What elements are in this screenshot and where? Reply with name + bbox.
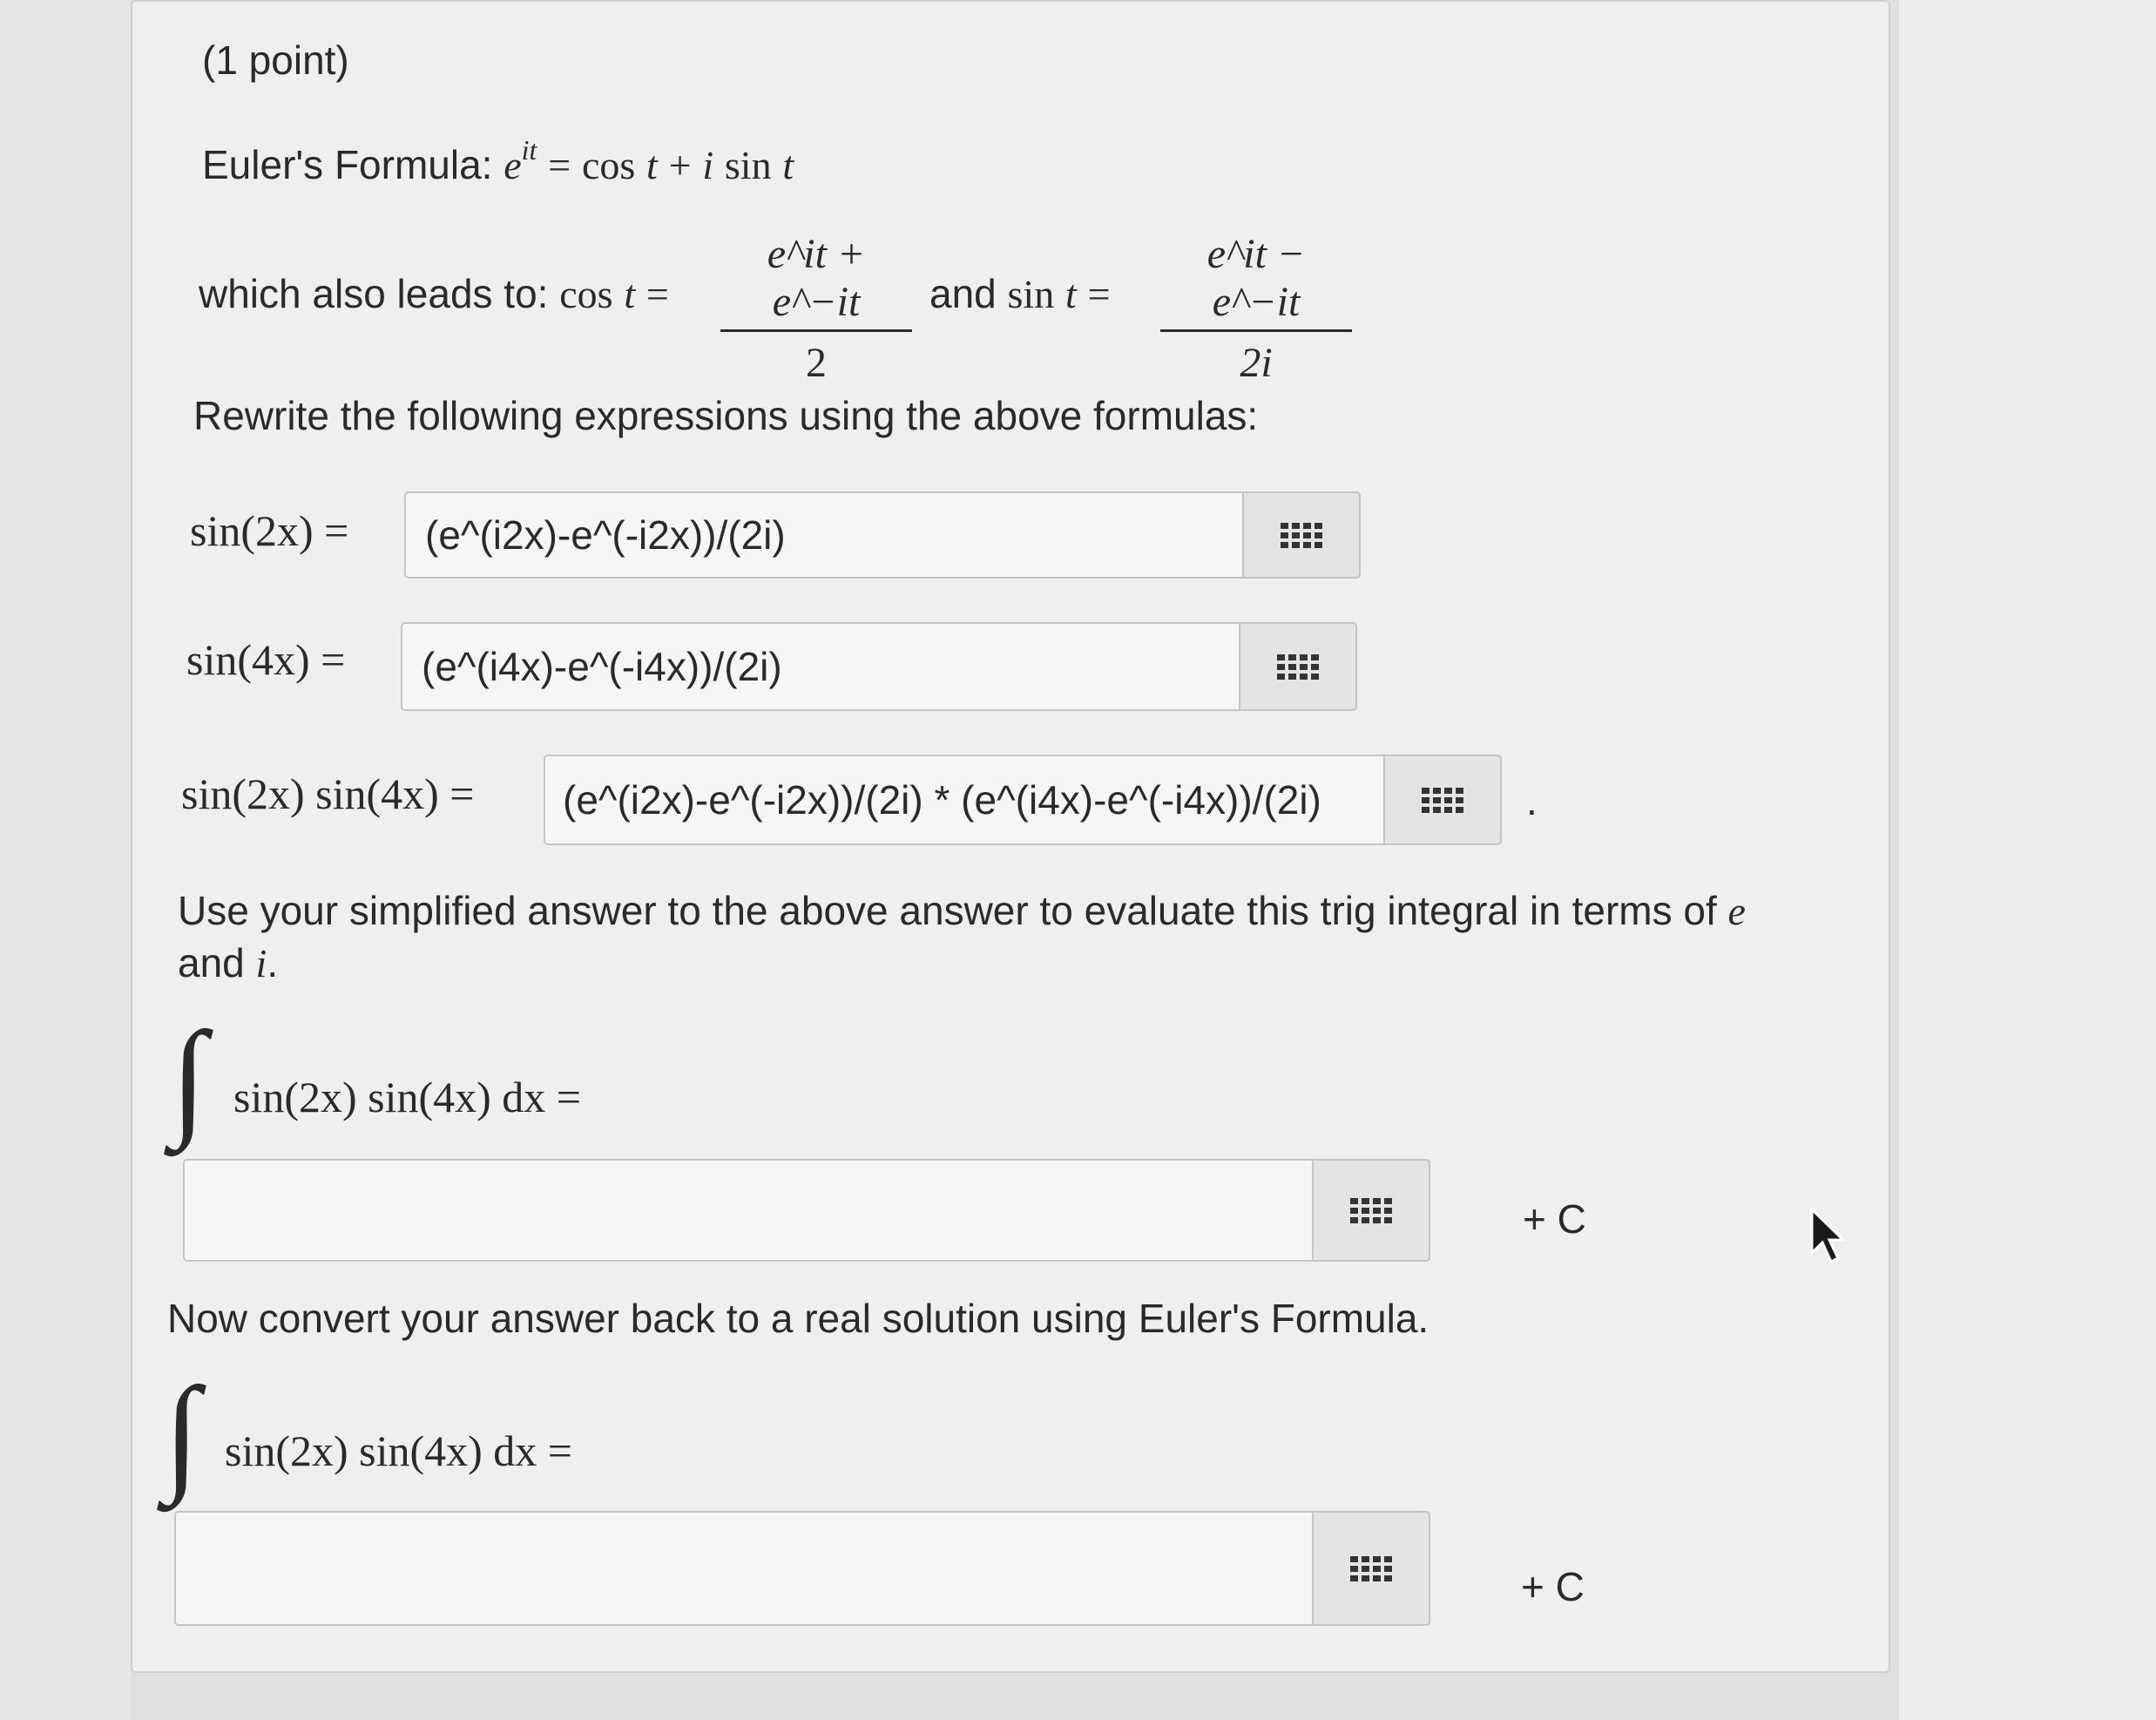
sin-denominator: 2i bbox=[1240, 340, 1273, 386]
integral2-plus-c: + C bbox=[1521, 1564, 1585, 1609]
integral-sign: ∫ bbox=[171, 1006, 207, 1150]
integral1-expression: sin(2x) sin(4x) dx = bbox=[233, 1073, 581, 1121]
sin2x-answer-field[interactable] bbox=[404, 491, 1361, 579]
product-answer-field[interactable] bbox=[544, 755, 1502, 845]
euler-formula: Euler's Formula: $e^{it} = \cos t + i$ sin t bbox=[202, 134, 794, 187]
sin2x-answer-value: (e^(i2x)-e^(-i2x))/(2i) bbox=[425, 512, 786, 558]
product-keypad-button[interactable] bbox=[1383, 755, 1502, 845]
euler-label: Euler's Formula: bbox=[202, 142, 493, 187]
cos-numerator: e^it + e^−it bbox=[720, 230, 912, 332]
integral2-answer-field[interactable] bbox=[174, 1511, 1430, 1626]
keypad-grid-icon bbox=[1281, 523, 1322, 548]
sin-numerator: e^it − e^−it bbox=[1160, 230, 1352, 332]
integral1-plus-c: + C bbox=[1523, 1196, 1586, 1242]
keypad-grid-icon bbox=[1422, 788, 1463, 813]
integral2-keypad-button[interactable] bbox=[1312, 1511, 1430, 1626]
leads-text: which also leads to: cos t = bbox=[199, 271, 669, 316]
mouse-pointer-icon bbox=[1808, 1206, 1850, 1267]
product-suffix: . bbox=[1526, 778, 1538, 823]
background-left bbox=[0, 0, 131, 1720]
sin4x-keypad-button[interactable] bbox=[1239, 622, 1357, 711]
sin2x-keypad-button[interactable] bbox=[1242, 491, 1361, 579]
integral1-keypad-button[interactable] bbox=[1312, 1159, 1430, 1262]
cos-fraction bbox=[720, 230, 912, 387]
keypad-grid-icon bbox=[1350, 1198, 1392, 1223]
sin-fraction bbox=[1160, 230, 1352, 387]
rewrite-instruction: Rewrite the following expressions using the above formulas: bbox=[193, 393, 1259, 438]
integral1-answer-field[interactable] bbox=[183, 1159, 1430, 1262]
points-label: (1 point) bbox=[202, 37, 349, 83]
use-instruction-line1: Use your simplified answer to the above answer to evaluate this trig integral in terms of e bbox=[178, 888, 1746, 933]
sin4x-answer-field[interactable] bbox=[401, 622, 1357, 711]
sin2x-label: sin(2x) = bbox=[190, 506, 349, 555]
background-right bbox=[1899, 0, 2156, 1720]
product-label: sin(2x) sin(4x) = bbox=[181, 769, 475, 818]
keypad-grid-icon bbox=[1350, 1556, 1392, 1581]
problem-panel bbox=[131, 0, 1890, 1673]
cos-denominator: 2 bbox=[806, 340, 827, 386]
keypad-grid-icon bbox=[1277, 654, 1319, 680]
convert-instruction: Now convert your answer back to a real solution using Euler's Formula. bbox=[167, 1296, 1429, 1341]
product-answer-value: (e^(i2x)-e^(-i2x))/(2i) * (e^(i4x)-e^(-i4x))/(2i) bbox=[563, 777, 1321, 823]
integral-sign: ∫ bbox=[164, 1361, 200, 1506]
sin4x-answer-value: (e^(i4x)-e^(-i4x))/(2i) bbox=[422, 644, 782, 689]
use-instruction-line2: and i. bbox=[178, 940, 279, 985]
and-sin-text: and sin t = bbox=[929, 271, 1111, 316]
sin4x-label: sin(4x) = bbox=[186, 635, 346, 684]
integral2-expression: sin(2x) sin(4x) dx = bbox=[225, 1426, 572, 1475]
